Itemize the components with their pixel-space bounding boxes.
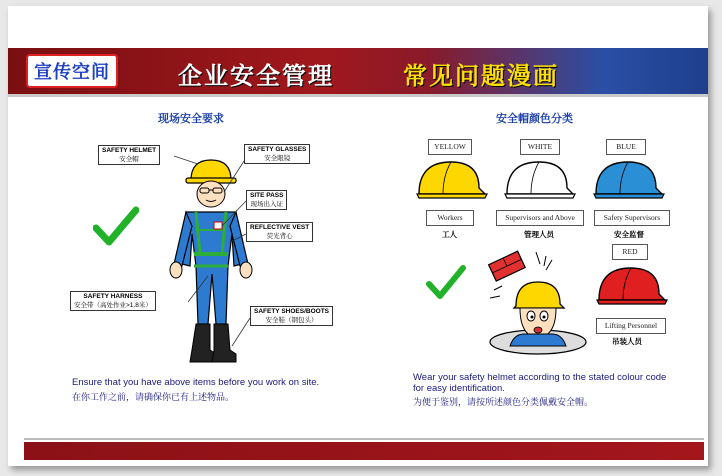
role-label-supervisors: Supervisors and Above: [496, 210, 584, 226]
helmet-color-label-red: RED: [612, 244, 648, 260]
red-helmet-icon: [593, 264, 669, 310]
right-footer-cn: 为便于鉴别，请按所述颜色分类佩戴安全帽。: [413, 397, 594, 407]
callout-site-pass: [246, 190, 287, 210]
role-cn-workers: 工人: [442, 230, 457, 239]
bottom-bar: [24, 442, 704, 460]
falling-object-cartoon: [480, 246, 600, 358]
helmet-color-label-blue: BLUE: [606, 139, 646, 155]
callout-en: SAFETY HARNESS: [83, 293, 143, 300]
callout-safety-harness: [70, 291, 156, 311]
callout-cn: 现场出入证: [250, 201, 283, 208]
role-cn-safety-supervisors: 安全监督: [614, 230, 644, 239]
role-label-safety-supervisors: Safety Supervisors: [594, 210, 670, 226]
blue-helmet-icon: [590, 158, 666, 204]
callout-safety-helmet: [98, 145, 160, 165]
callout-safety-shoes: [250, 306, 333, 326]
role-cn-lifting-personnel: 吊装人员: [612, 337, 642, 346]
callout-en: SAFETY HELMET: [102, 147, 157, 154]
page-title-part2: 常见问题漫画: [403, 62, 559, 90]
role-cn-supervisors: 管理人员: [524, 230, 554, 239]
right-footer-en-2: for easy identification.: [413, 383, 505, 394]
callout-en: SAFETY GLASSES: [248, 146, 307, 153]
callout-cn: 荧光背心: [266, 233, 293, 240]
callout-en: REFLECTIVE VEST: [250, 224, 310, 231]
page-title-part1: 企业安全管理: [178, 62, 334, 90]
yellow-helmet-icon: [413, 158, 489, 204]
callout-cn: 安全帽: [119, 156, 139, 163]
callout-reflective-vest: [246, 222, 313, 242]
bottom-divider: [24, 438, 704, 440]
check-icon-right: [426, 264, 466, 302]
right-footer-en-1: Wear your safety helmet according to the stated colour code: [413, 372, 667, 383]
left-footer-cn: 在你工作之前，请确保你已有上述物品。: [72, 392, 235, 402]
callout-en: SAFETY SHOES/BOOTS: [254, 308, 330, 315]
callout-safety-glasses: [244, 144, 310, 164]
callout-en: SITE PASS: [250, 192, 284, 199]
role-label-workers: Workers: [426, 210, 474, 226]
white-helmet-icon: [501, 158, 577, 204]
left-section-title: 现场安全要求: [158, 112, 224, 125]
callout-cn: 安全鞋（钢包头）: [265, 317, 318, 324]
helmet-color-label-yellow: YELLOW: [428, 139, 472, 155]
logo: 宣传空间: [26, 54, 118, 88]
role-label-lifting-personnel: Lifting Personnel: [596, 318, 666, 334]
left-footer-en: Ensure that you have above items before you work on site.: [72, 377, 320, 388]
right-section-title: 安全帽颜色分类: [496, 112, 573, 125]
callout-cn: 安全眼镜: [264, 155, 291, 162]
poster-board: [8, 6, 708, 466]
callout-cn: 安全带（高处作业>1.8米）: [74, 302, 152, 309]
helmet-color-label-white: WHITE: [520, 139, 560, 155]
